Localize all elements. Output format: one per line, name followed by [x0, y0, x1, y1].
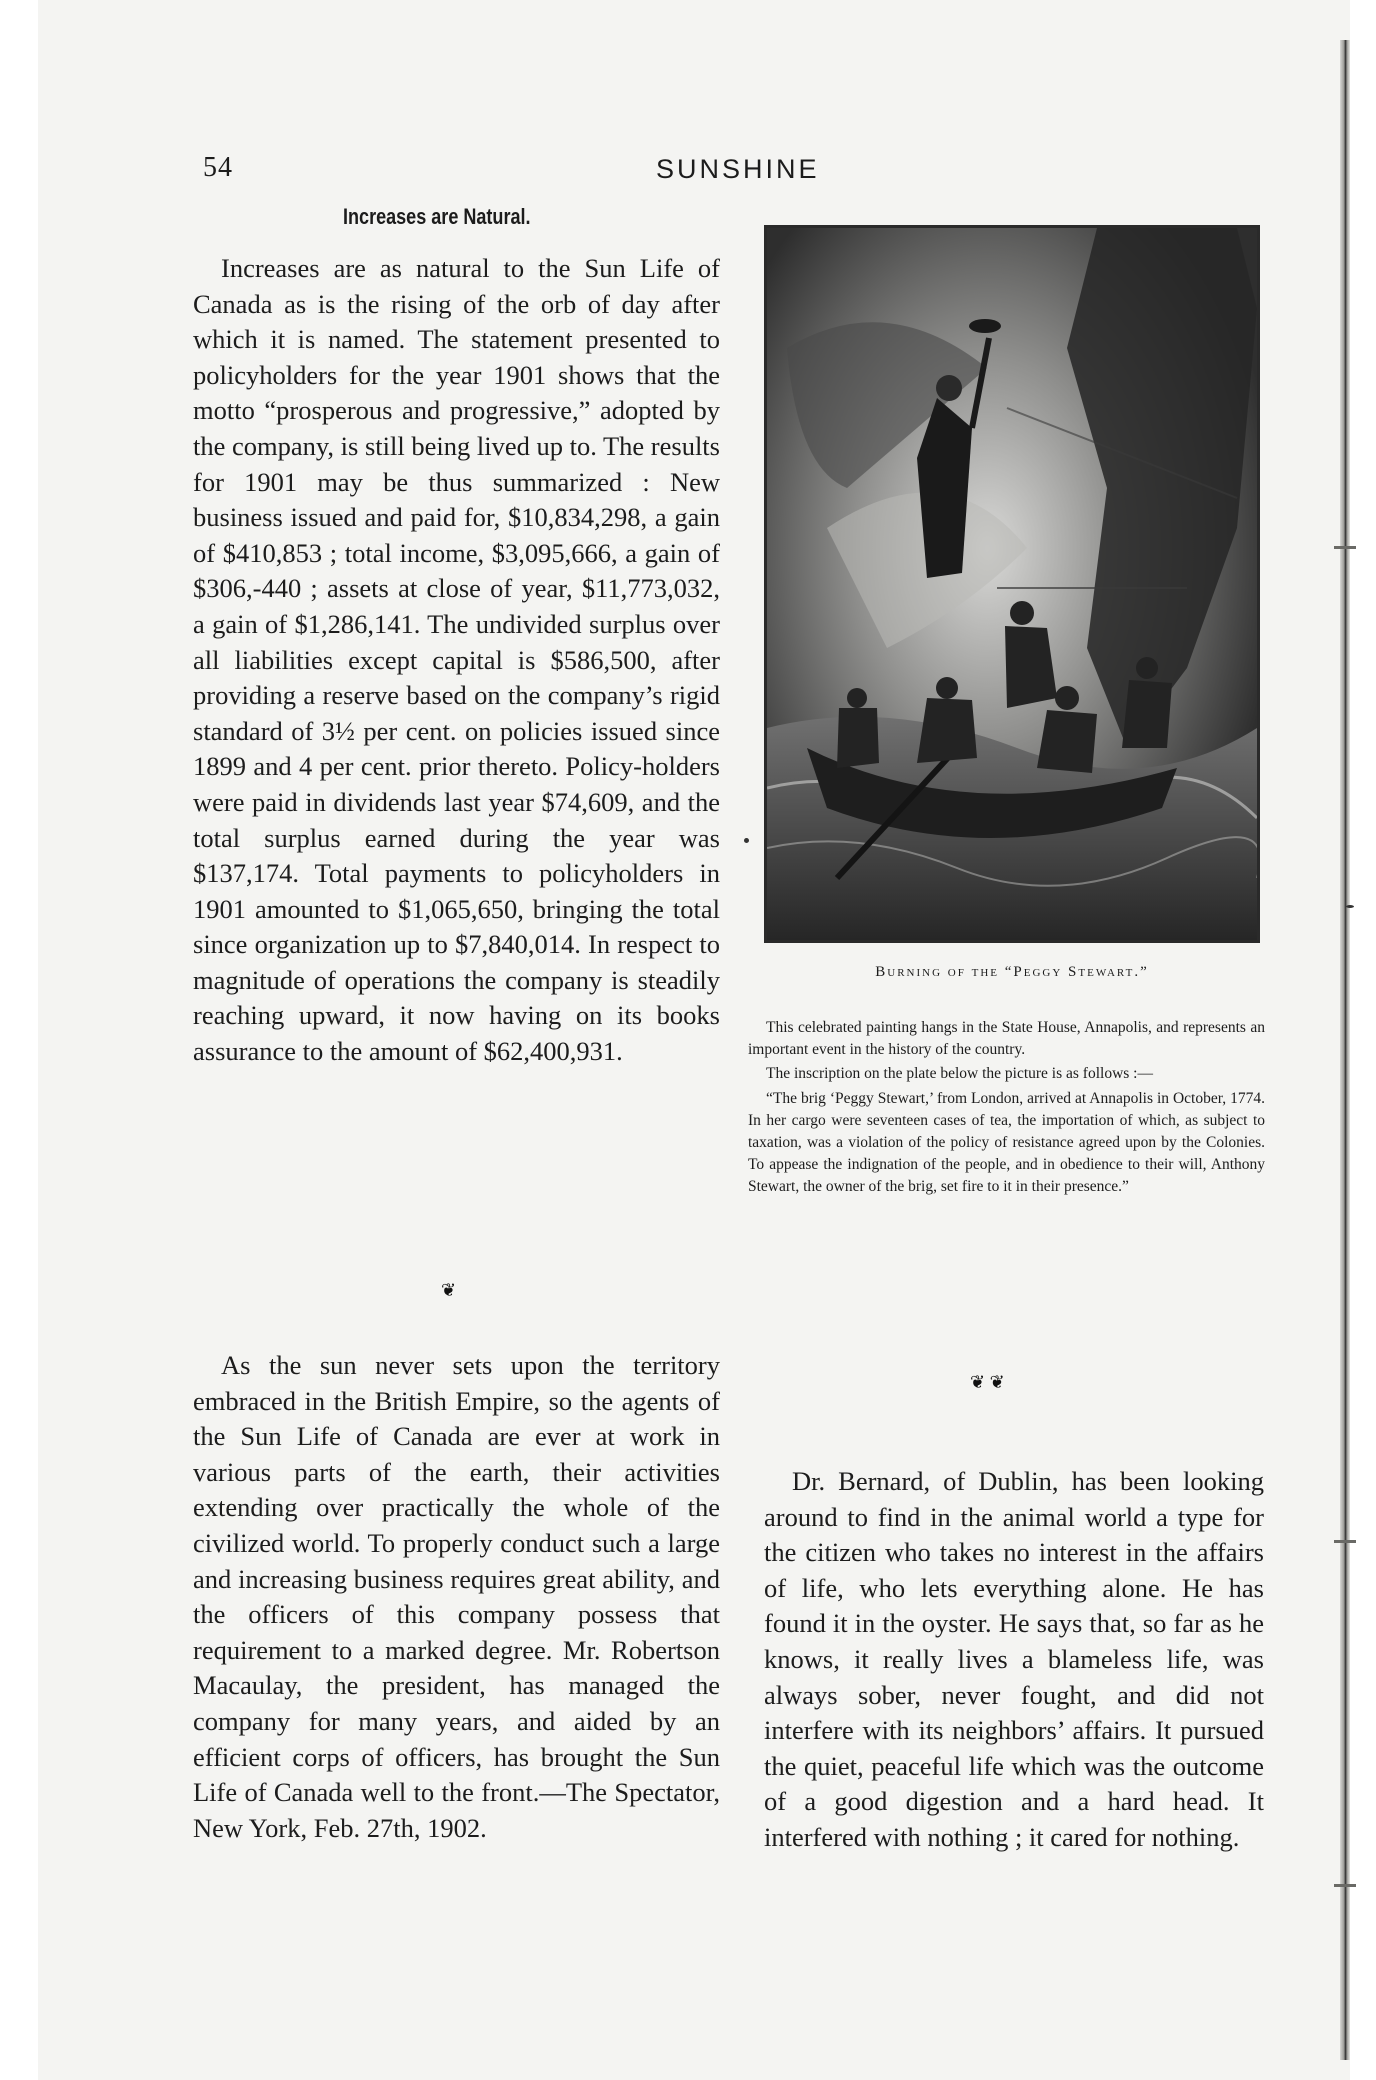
scan-left-margin — [0, 0, 38, 2080]
caption-paragraph-location: This celebrated painting hangs in the State House, Annapolis, and represents an important event in the history of the country. — [748, 1019, 1265, 1059]
article-headline: Increases are Natural. — [343, 204, 531, 229]
article-british-empire — [193, 1348, 720, 1846]
section-ornament-left: ❦ — [441, 1280, 457, 1300]
illustration-caption-title: Burning of the “Peggy Stewart.” — [875, 964, 1149, 980]
illustration-caption — [748, 1017, 1265, 1201]
article-increases-body: Increases are as natural to the Sun Life of Canada as is the rising of the orb of day after which it is named. The statement presented to policyholders for the year 1901 shows that the motto “prosperous and progressive,” adopted by the company, is still being lived up to. The results for 1901 may be thus summarized : New business issued and paid for, $10,834,298, a gain of $410,853 ; total income, $3,095,666, a gain of $306,-440 ; assets at close of year, $11,773,032, a gain of $1,286,141. The undivided surplus over all liabilities except capital is $586,500, after providing a reserve based on the company’s rigid standard of 3½ per cent. on policies issued since 1899 and 4 per cent. prior thereto. Policy-holders were paid in dividends last year $74,609, and the total surplus earned during the year was $137,174. Total payments to policyholders in 1901 amounted to $1,065,650, bringing the total since organization up to $7,840,014. In respect to magnitude of operations the company is steadily reaching upward, it now having on its books assurance to the amount of $62,400,931. — [193, 253, 720, 1067]
illustration-image — [767, 228, 1257, 940]
scan-speck — [1346, 905, 1354, 908]
scan-speck — [744, 838, 749, 843]
page-number: 54 — [203, 152, 233, 183]
page-binding-edge — [1340, 40, 1350, 2060]
section-ornament-right: ❦ ❦ — [970, 1372, 1005, 1392]
article-british-empire-body: As the sun never sets upon the territory embraced in the British Empire, so the agents of the Sun Life of Canada are ever at work in various parts of the earth, their activities extending over practically the whole of the civilized world. To properly conduct such a large and increasing business requires great ability, and the officers of this company possess that requirement to a marked degree. Mr. Robertson Macaulay, the president, has managed the company for many years, and aided by an efficient corps of officers, has brought the Sun Life of Canada well to the front.—The Spectator, New York, Feb. 27th, 1902. — [193, 1350, 720, 1843]
running-title: SUNSHINE — [656, 154, 820, 184]
article-oyster — [764, 1464, 1264, 1856]
caption-paragraph-inscription: “The brig ‘Peggy Stewart,’ from London, arrived at Annapolis in October, 1774. In her cargo were seventeen cases of tea, the importation of which, as subject to taxation, was a violation of the policy of resistance agreed upon by the Colonies. To appease the indignation of the people, and in obedience to their will, Anthony Stewart, the owner of the brig, set fire to it in their presence.” — [748, 1089, 1265, 1196]
caption-paragraph-inscription-intro: The inscription on the plate below the picture is as follows :— — [766, 1065, 1153, 1083]
article-oyster-body: Dr. Bernard, of Dublin, has been looking around to find in the animal world a type for the citizen who takes no interest in the affairs of life, who lets everything alone. He has found it in the oyster. He says that, so far as he knows, it really lives a blameless life, was always sober, never fought, and did not interfere with its neighbors’ affairs. It pursued the quiet, peaceful life which was the outcome of a good digestion and a hard head. It interfered with nothing ; it cared for nothing. — [764, 1466, 1264, 1852]
illustration-peggy-stewart — [764, 225, 1260, 943]
article-increases — [193, 251, 720, 1070]
